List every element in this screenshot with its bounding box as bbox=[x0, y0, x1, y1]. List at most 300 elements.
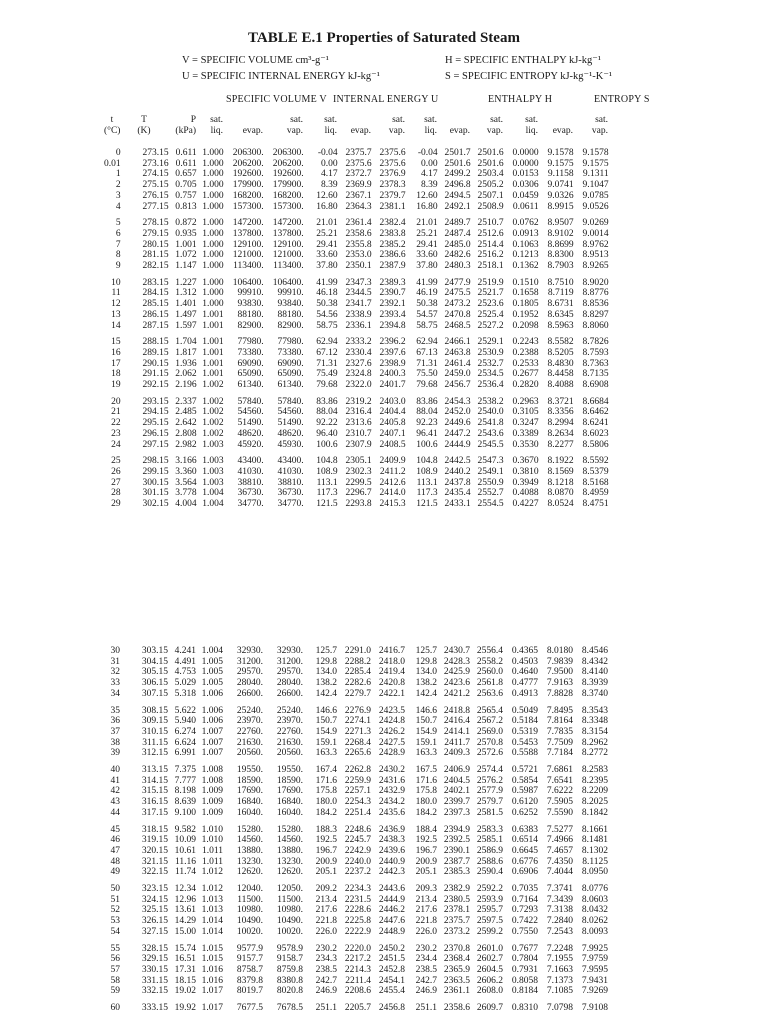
cell-h-liq: 184.2 bbox=[415, 807, 437, 818]
cell-v-liq: 1.017 bbox=[201, 1003, 223, 1014]
cell-P: 10.09 bbox=[174, 835, 196, 846]
header-col-h-evap bbox=[437, 115, 470, 137]
cell-v-evap: 41030. bbox=[237, 466, 264, 477]
cell-T: 301.15 bbox=[142, 488, 169, 499]
cell-s-vap: 8.5379 bbox=[582, 466, 609, 477]
cell-h-evap: 2435.4 bbox=[444, 488, 471, 499]
cell-P: 0.611 bbox=[175, 158, 197, 169]
cell-t: 27 bbox=[111, 477, 121, 488]
cell-h-evap: 2394.9 bbox=[443, 824, 470, 835]
cell-u-vap: 2416.7 bbox=[378, 646, 405, 656]
cell-u-liq: 96.40 bbox=[316, 428, 338, 439]
cell-s-liq: 0.0000 bbox=[512, 158, 539, 169]
cell-h-vap: 2554.5 bbox=[477, 499, 504, 510]
cell-h-liq: 100.6 bbox=[416, 439, 438, 450]
cell-P: 4.753 bbox=[174, 667, 196, 678]
cell-T: 323.15 bbox=[141, 884, 168, 895]
cell-s-evap: 8.1922 bbox=[547, 456, 574, 467]
table-row bbox=[104, 944, 608, 955]
cell-s-liq: 0.7804 bbox=[511, 954, 538, 965]
cell-u-evap: 2259.9 bbox=[344, 775, 371, 786]
cell-v-evap: 77980. bbox=[237, 337, 264, 348]
table-row bbox=[104, 467, 609, 478]
cell-h-evap: 2392.5 bbox=[443, 835, 470, 846]
cell-h-vap: 2523.6 bbox=[477, 299, 504, 310]
cell-u-liq: 92.22 bbox=[316, 418, 338, 429]
cell-v-liq: 1.000 bbox=[202, 250, 224, 261]
cell-T: 307.15 bbox=[141, 688, 168, 699]
cell-u-vap: 2393.4 bbox=[379, 309, 406, 320]
cell-h-liq: 88.04 bbox=[416, 407, 438, 418]
cell-s-liq: 0.3810 bbox=[512, 466, 539, 477]
cell-P: 2.337 bbox=[175, 396, 197, 407]
cell-h-liq: 92.23 bbox=[416, 418, 438, 429]
cell-P: 3.564 bbox=[175, 477, 197, 488]
cell-h-liq: 46.19 bbox=[416, 288, 438, 299]
cell-s-liq: 0.6514 bbox=[511, 835, 538, 846]
cell-h-liq: 50.38 bbox=[416, 299, 438, 310]
cell-t: 34 bbox=[110, 688, 120, 699]
table-row bbox=[104, 250, 609, 261]
cell-s-evap: 8.0180 bbox=[546, 646, 573, 656]
cell-s-liq: 0.8058 bbox=[511, 975, 538, 986]
cell-v-evap: 10020. bbox=[236, 926, 263, 937]
cell-s-liq: 0.4640 bbox=[511, 667, 538, 678]
cell-v-liq: 1.009 bbox=[201, 807, 223, 818]
cell-h-liq: 104.8 bbox=[416, 456, 438, 467]
header-line: (K) bbox=[137, 126, 151, 136]
cell-s-vap: 8.0776 bbox=[581, 884, 608, 895]
header-col-s-liq bbox=[503, 115, 538, 137]
cell-s-liq: 0.3389 bbox=[512, 428, 539, 439]
cell-s-vap: 8.1481 bbox=[581, 835, 608, 846]
cell-h-liq: 41.99 bbox=[416, 277, 438, 288]
cell-t: 17 bbox=[111, 358, 121, 369]
cell-u-liq: 238.5 bbox=[315, 964, 337, 975]
cell-s-liq: 0.6252 bbox=[511, 807, 538, 818]
cell-t: 3 bbox=[115, 190, 121, 201]
cell-u-evap: 2240.0 bbox=[344, 856, 371, 867]
cell-P: 1.072 bbox=[175, 250, 197, 261]
cell-v-evap: 73380. bbox=[237, 347, 264, 358]
cell-t: 8 bbox=[115, 250, 121, 261]
cell-u-liq: 113.1 bbox=[316, 477, 338, 488]
cell-v-evap: 57840. bbox=[237, 396, 264, 407]
cell-v-evap: 7677.5 bbox=[236, 1003, 263, 1014]
cell-v-liq: 1.000 bbox=[202, 180, 224, 191]
cell-u-evap: 2228.6 bbox=[344, 905, 371, 916]
cell-u-evap: 2242.9 bbox=[344, 845, 371, 856]
cell-h-liq: 75.50 bbox=[416, 369, 438, 380]
cell-h-vap: 2577.9 bbox=[476, 786, 503, 797]
cell-v-liq: 1.003 bbox=[202, 477, 224, 488]
cell-t: 39 bbox=[110, 748, 120, 759]
table-row bbox=[104, 748, 608, 759]
cell-s-liq: 0.0611 bbox=[512, 201, 539, 212]
cell-s-evap: 8.5205 bbox=[547, 347, 574, 358]
cell-u-vap: 2387.9 bbox=[379, 261, 406, 272]
table-row bbox=[104, 797, 608, 808]
cell-h-evap: 2404.5 bbox=[443, 775, 470, 786]
cell-h-liq: 188.4 bbox=[415, 824, 437, 835]
cell-u-vap: 2392.1 bbox=[379, 299, 406, 310]
cell-v-vap: 129100. bbox=[272, 239, 304, 250]
cell-v-evap: 21630. bbox=[236, 737, 263, 748]
cell-t: 55 bbox=[110, 943, 120, 954]
cell-u-liq: 104.8 bbox=[316, 456, 338, 467]
cell-s-liq: 0.1063 bbox=[512, 239, 539, 250]
cell-s-evap: 7.4657 bbox=[546, 845, 573, 856]
cell-P: 4.491 bbox=[174, 656, 196, 667]
cell-u-liq: 0.00 bbox=[321, 158, 338, 169]
cell-T: 303.15 bbox=[141, 646, 168, 656]
cell-h-liq: 12.60 bbox=[416, 190, 438, 201]
cell-u-vap: 2447.6 bbox=[378, 916, 405, 927]
cell-h-evap: 2442.5 bbox=[444, 456, 471, 467]
cell-h-vap: 2556.4 bbox=[476, 646, 503, 656]
cell-P: 0.872 bbox=[175, 218, 197, 229]
cell-v-vap: 9158.7 bbox=[276, 954, 303, 965]
cell-v-evap: 19550. bbox=[236, 765, 263, 776]
table-row bbox=[104, 965, 608, 976]
cell-u-evap: 2361.4 bbox=[345, 218, 372, 229]
cell-T: 305.15 bbox=[141, 667, 168, 678]
table-row bbox=[104, 359, 609, 370]
cell-v-evap: 8379.8 bbox=[236, 975, 263, 986]
cell-v-evap: 93830. bbox=[237, 299, 264, 310]
cell-u-liq: 46.18 bbox=[316, 288, 338, 299]
cell-h-evap: 2406.9 bbox=[443, 765, 470, 776]
cell-t: 1 bbox=[115, 169, 121, 180]
cell-s-evap: 8.4458 bbox=[547, 369, 574, 380]
cell-P: 0.611 bbox=[175, 148, 197, 158]
cell-h-vap: 2563.6 bbox=[476, 688, 503, 699]
table-row bbox=[104, 776, 608, 787]
cell-h-vap: 2574.4 bbox=[476, 765, 503, 776]
cell-s-liq: 0.1213 bbox=[512, 250, 539, 261]
cell-h-vap: 2583.3 bbox=[476, 824, 503, 835]
cell-u-liq: 242.7 bbox=[315, 975, 337, 986]
cell-h-liq: 125.7 bbox=[415, 646, 437, 656]
cell-s-vap: 8.0432 bbox=[581, 905, 608, 916]
cell-T: 306.15 bbox=[141, 678, 168, 689]
cell-h-vap: 2601.0 bbox=[476, 943, 503, 954]
cell-h-liq: 213.4 bbox=[415, 894, 437, 905]
cell-P: 1.001 bbox=[175, 239, 197, 250]
cell-T: 330.15 bbox=[141, 964, 168, 975]
cell-P: 12.34 bbox=[174, 884, 196, 895]
cell-s-liq: 0.0000 bbox=[512, 148, 539, 158]
table-row bbox=[104, 738, 608, 749]
cell-h-vap: 2606.2 bbox=[476, 975, 503, 986]
cell-v-vap: 17690. bbox=[276, 786, 303, 797]
cell-s-evap: 7.6541 bbox=[546, 775, 573, 786]
cell-h-vap: 2521.7 bbox=[477, 288, 504, 299]
cell-t: 41 bbox=[110, 775, 120, 786]
cell-v-vap: 61340. bbox=[277, 380, 304, 391]
cell-h-evap: 2433.1 bbox=[444, 499, 471, 510]
header-line: (kPa) bbox=[175, 126, 196, 136]
table-row bbox=[104, 954, 608, 965]
cell-h-liq: 159.1 bbox=[415, 737, 437, 748]
cell-u-vap: 2396.2 bbox=[379, 337, 406, 348]
cell-h-evap: 2456.7 bbox=[444, 380, 471, 391]
cell-u-liq: 196.7 bbox=[315, 845, 337, 856]
cell-t: 15 bbox=[111, 337, 121, 348]
cell-s-evap: 9.1578 bbox=[547, 148, 574, 158]
table-row bbox=[104, 180, 609, 191]
cell-v-vap: 29570. bbox=[276, 667, 303, 678]
cell-h-vap: 2604.5 bbox=[476, 964, 503, 975]
cell-u-vap: 2454.1 bbox=[378, 975, 405, 986]
cell-s-evap: 8.4088 bbox=[547, 380, 574, 391]
header-col-v-evap bbox=[223, 115, 263, 137]
cell-u-liq: 79.68 bbox=[316, 380, 338, 391]
cell-h-vap: 2519.9 bbox=[477, 277, 504, 288]
cell-h-liq: 71.31 bbox=[416, 358, 438, 369]
cell-u-evap: 2375.7 bbox=[345, 148, 372, 158]
cell-v-evap: 69090. bbox=[237, 358, 264, 369]
cell-v-evap: 8758.7 bbox=[236, 964, 263, 975]
cell-P: 1.227 bbox=[175, 277, 197, 288]
cell-h-liq: 221.8 bbox=[415, 916, 437, 927]
cell-t: 36 bbox=[110, 716, 120, 727]
cell-u-evap: 2288.2 bbox=[344, 656, 371, 667]
cell-v-liq: 1.001 bbox=[202, 347, 224, 358]
cell-s-evap: 7.3138 bbox=[546, 905, 573, 916]
cell-v-vap: 8380.8 bbox=[276, 975, 303, 986]
cell-v-vap: 15280. bbox=[276, 824, 303, 835]
header-line: sat. bbox=[290, 115, 303, 125]
header-line: (°C) bbox=[104, 126, 121, 136]
cell-P: 5.622 bbox=[174, 705, 196, 716]
table-row bbox=[104, 240, 609, 251]
cell-v-liq: 1.012 bbox=[201, 884, 223, 895]
cell-s-evap: 9.1158 bbox=[547, 169, 574, 180]
cell-v-vap: 31200. bbox=[276, 656, 303, 667]
cell-u-liq: 138.2 bbox=[315, 678, 337, 689]
cell-u-evap: 2338.9 bbox=[345, 309, 372, 320]
cell-s-evap: 7.4966 bbox=[546, 835, 573, 846]
cell-T: 317.15 bbox=[141, 807, 168, 818]
cell-t: 59 bbox=[110, 986, 120, 997]
cell-u-evap: 2372.7 bbox=[345, 169, 372, 180]
cell-v-evap: 8019.7 bbox=[236, 986, 263, 997]
cell-s-vap: 8.2772 bbox=[581, 748, 608, 759]
cell-s-vap: 8.3348 bbox=[581, 716, 608, 727]
cell-s-liq: 0.0913 bbox=[512, 228, 539, 239]
cell-s-liq: 0.1362 bbox=[512, 261, 539, 272]
cell-s-vap: 8.9020 bbox=[582, 277, 609, 288]
cell-h-liq: 246.9 bbox=[415, 986, 437, 997]
cell-u-evap: 2367.1 bbox=[345, 190, 372, 201]
cell-v-evap: 34770. bbox=[237, 499, 264, 510]
cell-v-evap: 32930. bbox=[236, 646, 263, 656]
table-row bbox=[104, 191, 609, 202]
cell-s-evap: 8.8699 bbox=[547, 239, 574, 250]
cell-v-liq: 1.000 bbox=[202, 228, 224, 239]
cell-v-vap: 82900. bbox=[277, 320, 304, 331]
cell-v-evap: 25240. bbox=[236, 705, 263, 716]
cell-v-vap: 16040. bbox=[276, 807, 303, 818]
cell-u-vap: 2426.2 bbox=[378, 726, 405, 737]
cell-h-evap: 2409.3 bbox=[443, 748, 470, 759]
cell-T: 312.15 bbox=[141, 748, 168, 759]
cell-v-vap: 106400. bbox=[272, 277, 304, 288]
cell-u-liq: 217.6 bbox=[315, 905, 337, 916]
cell-h-evap: 2368.4 bbox=[443, 954, 470, 965]
cell-u-liq: 121.5 bbox=[316, 499, 338, 510]
cell-s-vap: 8.7593 bbox=[582, 347, 609, 358]
cell-v-evap: 28040. bbox=[236, 678, 263, 689]
cell-s-vap: 7.9595 bbox=[581, 964, 608, 975]
cell-u-vap: 2430.2 bbox=[378, 765, 405, 776]
cell-u-liq: 221.8 bbox=[315, 916, 337, 927]
group-volume: SPECIFIC VOLUME V bbox=[226, 94, 327, 105]
cell-t: 38 bbox=[110, 737, 120, 748]
cell-s-vap: 8.0262 bbox=[581, 916, 608, 927]
cell-h-vap: 2569.0 bbox=[476, 726, 503, 737]
cell-h-evap: 2494.5 bbox=[444, 190, 471, 201]
cell-h-evap: 2485.0 bbox=[444, 239, 471, 250]
cell-v-liq: 1.004 bbox=[202, 488, 224, 499]
cell-h-liq: 226.0 bbox=[415, 926, 437, 937]
cell-T: 283.15 bbox=[142, 277, 169, 288]
cell-u-vap: 2442.3 bbox=[378, 867, 405, 878]
cell-s-vap: 8.6462 bbox=[582, 407, 609, 418]
table-row bbox=[104, 407, 609, 418]
cell-u-vap: 2434.2 bbox=[378, 797, 405, 808]
header-col-P bbox=[168, 115, 196, 137]
cell-h-evap: 2466.1 bbox=[444, 337, 471, 348]
cell-h-liq: 8.39 bbox=[421, 180, 438, 191]
cell-v-liq: 1.000 bbox=[202, 190, 224, 201]
cell-s-vap: 8.7363 bbox=[582, 358, 609, 369]
cell-v-evap: 192600. bbox=[232, 169, 264, 180]
cell-h-vap: 2599.2 bbox=[476, 926, 503, 937]
cell-h-vap: 2592.2 bbox=[476, 884, 503, 895]
cell-T: 328.15 bbox=[141, 943, 168, 954]
cell-v-vap: 22760. bbox=[276, 726, 303, 737]
group-internal-energy: INTERNAL ENERGY U bbox=[333, 94, 439, 105]
table-row bbox=[104, 321, 609, 332]
cell-t: 28 bbox=[111, 488, 121, 499]
cell-T: 296.15 bbox=[142, 428, 169, 439]
cell-v-liq: 1.005 bbox=[201, 656, 223, 667]
cell-v-evap: 179900. bbox=[232, 180, 264, 191]
cell-t: 58 bbox=[110, 975, 120, 986]
cell-t: 49 bbox=[110, 867, 120, 878]
cell-h-liq: 180.0 bbox=[415, 797, 437, 808]
cell-v-vap: 32930. bbox=[276, 646, 303, 656]
cell-u-evap: 2313.6 bbox=[345, 418, 372, 429]
header-line: sat. bbox=[392, 115, 405, 125]
cell-u-vap: 2448.9 bbox=[378, 926, 405, 937]
cell-h-evap: 2425.9 bbox=[443, 667, 470, 678]
cell-s-evap: 7.6222 bbox=[546, 786, 573, 797]
cell-h-vap: 2565.4 bbox=[476, 705, 503, 716]
cell-T: 280.15 bbox=[142, 239, 169, 250]
cell-s-evap: 8.0870 bbox=[547, 488, 574, 499]
cell-u-evap: 2279.7 bbox=[344, 688, 371, 699]
cell-T: 295.15 bbox=[142, 418, 169, 429]
cell-u-liq: 117.3 bbox=[316, 488, 338, 499]
header-line: liq. bbox=[324, 126, 337, 136]
cell-P: 0.935 bbox=[175, 228, 197, 239]
cell-s-liq: 0.4365 bbox=[511, 646, 538, 656]
header-col-t bbox=[104, 115, 120, 137]
cell-v-vap: 77980. bbox=[277, 337, 304, 348]
cell-T: 287.15 bbox=[142, 320, 169, 331]
header-line bbox=[337, 115, 371, 126]
cell-u-evap: 2257.1 bbox=[344, 786, 371, 797]
cell-P: 2.196 bbox=[175, 380, 197, 391]
cell-h-evap: 2444.9 bbox=[444, 439, 471, 450]
header-line: evap. bbox=[449, 126, 470, 136]
header-col-u-evap bbox=[337, 115, 371, 137]
cell-h-evap: 2470.8 bbox=[444, 309, 471, 320]
cell-h-evap: 2421.2 bbox=[443, 688, 470, 699]
cell-T: 308.15 bbox=[141, 705, 168, 716]
cell-v-vap: 69090. bbox=[277, 358, 304, 369]
cell-s-evap: 8.3721 bbox=[547, 396, 574, 407]
cell-P: 6.991 bbox=[174, 748, 196, 759]
cell-v-vap: 41030. bbox=[277, 466, 304, 477]
cell-s-evap: 8.9102 bbox=[547, 228, 574, 239]
cell-v-evap: 206300. bbox=[232, 148, 264, 158]
cell-u-liq: 125.7 bbox=[315, 646, 337, 656]
cell-s-liq: 0.2677 bbox=[512, 369, 539, 380]
cell-v-liq: 1.002 bbox=[202, 428, 224, 439]
cell-s-evap: 7.8164 bbox=[546, 716, 573, 727]
cell-v-evap: 17690. bbox=[236, 786, 263, 797]
cell-s-evap: 9.0741 bbox=[547, 180, 574, 191]
cell-u-vap: 2456.8 bbox=[378, 1003, 405, 1014]
cell-u-evap: 2310.7 bbox=[345, 428, 372, 439]
cell-P: 5.940 bbox=[174, 716, 196, 727]
cell-h-vap: 2538.2 bbox=[477, 396, 504, 407]
cell-v-liq: 1.002 bbox=[202, 418, 224, 429]
cell-s-evap: 8.7903 bbox=[547, 261, 574, 272]
cell-h-liq: 205.1 bbox=[415, 867, 437, 878]
cell-u-liq: 129.8 bbox=[315, 656, 337, 667]
cell-h-vap: 2595.7 bbox=[476, 905, 503, 916]
cell-v-liq: 1.001 bbox=[202, 309, 224, 320]
cell-u-vap: 2438.3 bbox=[378, 835, 405, 846]
header-line bbox=[538, 115, 573, 126]
cell-s-evap: 8.7119 bbox=[547, 288, 574, 299]
cell-t: 0 bbox=[115, 148, 121, 158]
cell-h-evap: 2501.6 bbox=[444, 158, 471, 169]
cell-s-liq: 0.7293 bbox=[511, 905, 538, 916]
cell-s-liq: 0.3247 bbox=[512, 418, 539, 429]
cell-t: 33 bbox=[110, 678, 120, 689]
cell-h-vap: 2527.2 bbox=[477, 320, 504, 331]
cell-u-vap: 2385.2 bbox=[379, 239, 406, 250]
cell-v-liq: 1.008 bbox=[201, 765, 223, 776]
cell-u-evap: 2285.4 bbox=[344, 667, 371, 678]
cell-u-vap: 2407.1 bbox=[379, 428, 406, 439]
cell-s-evap: 7.8828 bbox=[546, 688, 573, 699]
cell-h-liq: 29.41 bbox=[416, 239, 438, 250]
cell-v-liq: 1.013 bbox=[201, 894, 223, 905]
cell-s-vap: 9.0269 bbox=[582, 218, 609, 229]
cell-P: 0.757 bbox=[175, 190, 197, 201]
cell-T: 273.16 bbox=[142, 158, 169, 169]
cell-u-vap: 2390.7 bbox=[379, 288, 406, 299]
cell-s-evap: 9.1575 bbox=[547, 158, 574, 169]
cell-v-liq: 1.015 bbox=[201, 943, 223, 954]
